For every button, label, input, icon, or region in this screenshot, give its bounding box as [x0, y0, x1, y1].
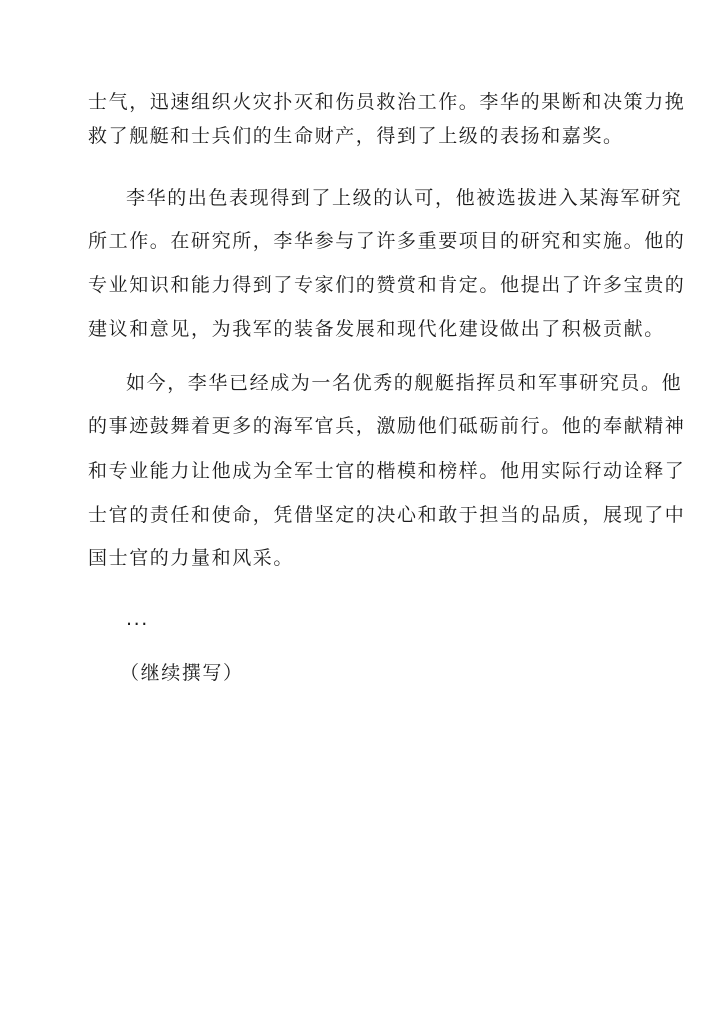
- text-line: 所工作。在研究所，李华参与了许多重要项目的研究和实施。他的: [88, 230, 686, 252]
- text-line: 士官的责任和使命，凭借坚定的决心和敢于担当的品质，展现了中: [88, 504, 686, 526]
- text-line: 李华的出色表现得到了上级的认可，他被选拔进入某海军研究: [126, 187, 683, 209]
- text-line: 和专业能力让他成为全军士官的楷模和榜样。他用实际行动诠释了: [88, 460, 686, 482]
- text-line: 救了舰艇和士兵们的生命财产，得到了上级的表扬和嘉奖。: [88, 125, 624, 147]
- text-line: 如今，李华已经成为一名优秀的舰艇指挥员和军事研究员。他: [126, 372, 683, 394]
- text-line: 的事迹鼓舞着更多的海军官兵，激励他们砥砺前行。他的奉献精神: [88, 415, 686, 437]
- text-line: 专业知识和能力得到了专家们的赞赏和肯定。他提出了许多宝贵的: [88, 274, 686, 296]
- ellipsis: ...: [126, 608, 149, 630]
- text-line: 国士官的力量和风采。: [88, 547, 295, 569]
- continue-note: （继续撰写）: [120, 662, 244, 684]
- text-line: 建议和意见，为我军的装备发展和现代化建设做出了积极贡献。: [88, 318, 665, 340]
- text-line: 士气，迅速组织火灾扑灭和伤员救治工作。李华的果断和决策力挽: [88, 91, 686, 113]
